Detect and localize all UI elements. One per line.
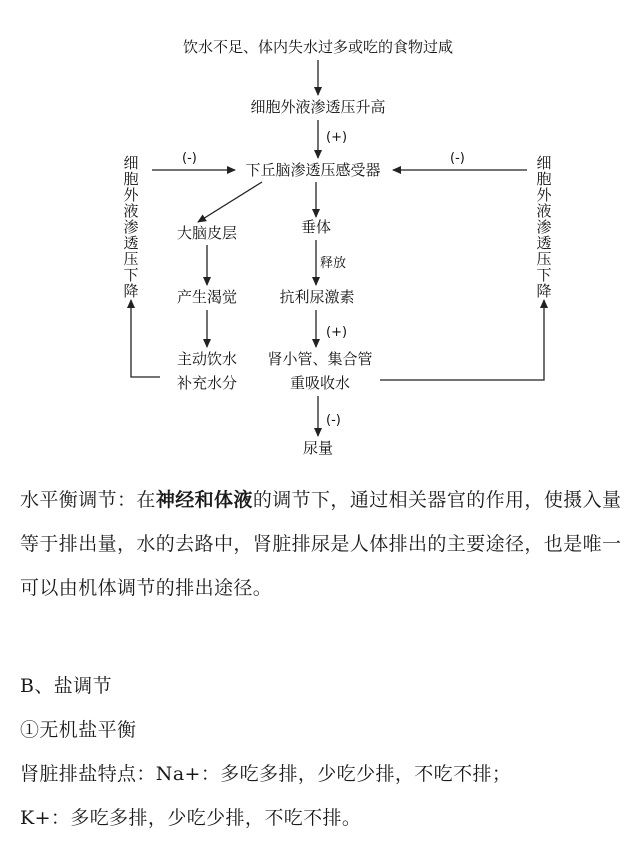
plus-sign-2: (+)	[326, 325, 348, 340]
para1-rest: 的调节下，通过相关器官的作用，使摄入量等于排出量，水的去路中，肾脏排尿是人体排出的主要途径，也是唯一可以由机体调节的排出途径。	[20, 489, 622, 599]
plus-sign-1: (+)	[326, 130, 348, 145]
minus-sign-3: (-)	[326, 413, 341, 428]
tubule-node-line2: 重吸收水	[289, 374, 351, 392]
release-label: 释放	[320, 256, 347, 271]
inorganic-salt-subheading: ①无机盐平衡	[20, 719, 137, 741]
tubule-node-line1: 肾小管、集合管	[267, 350, 373, 368]
pituitary-node: 垂体	[300, 218, 332, 236]
side-label-right: 细胞外液渗透压下降	[536, 154, 552, 300]
drink-node-line1: 主动饮水	[176, 350, 238, 368]
arrow-drink-to-left-label	[131, 300, 160, 377]
side-label-left: 细胞外液渗透压下降	[123, 154, 139, 300]
cortex-node: 大脑皮层	[176, 224, 238, 242]
water-balance-paragraph	[20, 478, 625, 610]
ecf-rise-node: 细胞外液渗透压升高	[250, 98, 386, 116]
kidney-salt-line: 肾脏排盐特点：Na+：多吃多排，少吃少排，不吃不排；	[20, 763, 512, 785]
hypothalamus-node: 下丘脑渗透压感受器	[245, 161, 381, 179]
potassium-line: K+：多吃多排，少吃少排，不吃不排。	[20, 807, 362, 829]
thirst-node: 产生渴觉	[176, 288, 238, 306]
arrow-hypothalamus-to-cortex	[198, 182, 262, 222]
cause-node: 饮水不足、体内失水过多或吃的食物过咸	[182, 38, 454, 56]
section-b-heading: B、盐调节	[20, 675, 112, 697]
arrow-tubule-to-right-label	[380, 300, 544, 380]
urine-node: 尿量	[302, 439, 334, 457]
minus-sign-right: (-)	[450, 151, 465, 166]
minus-sign-left: (-)	[182, 151, 197, 166]
adh-node: 抗利尿激素	[279, 288, 355, 306]
drink-node-line2: 补充水分	[176, 374, 238, 392]
para1-bold: 神经和体液	[155, 489, 253, 511]
para1-prefix: 水平衡调节：在	[20, 489, 156, 511]
